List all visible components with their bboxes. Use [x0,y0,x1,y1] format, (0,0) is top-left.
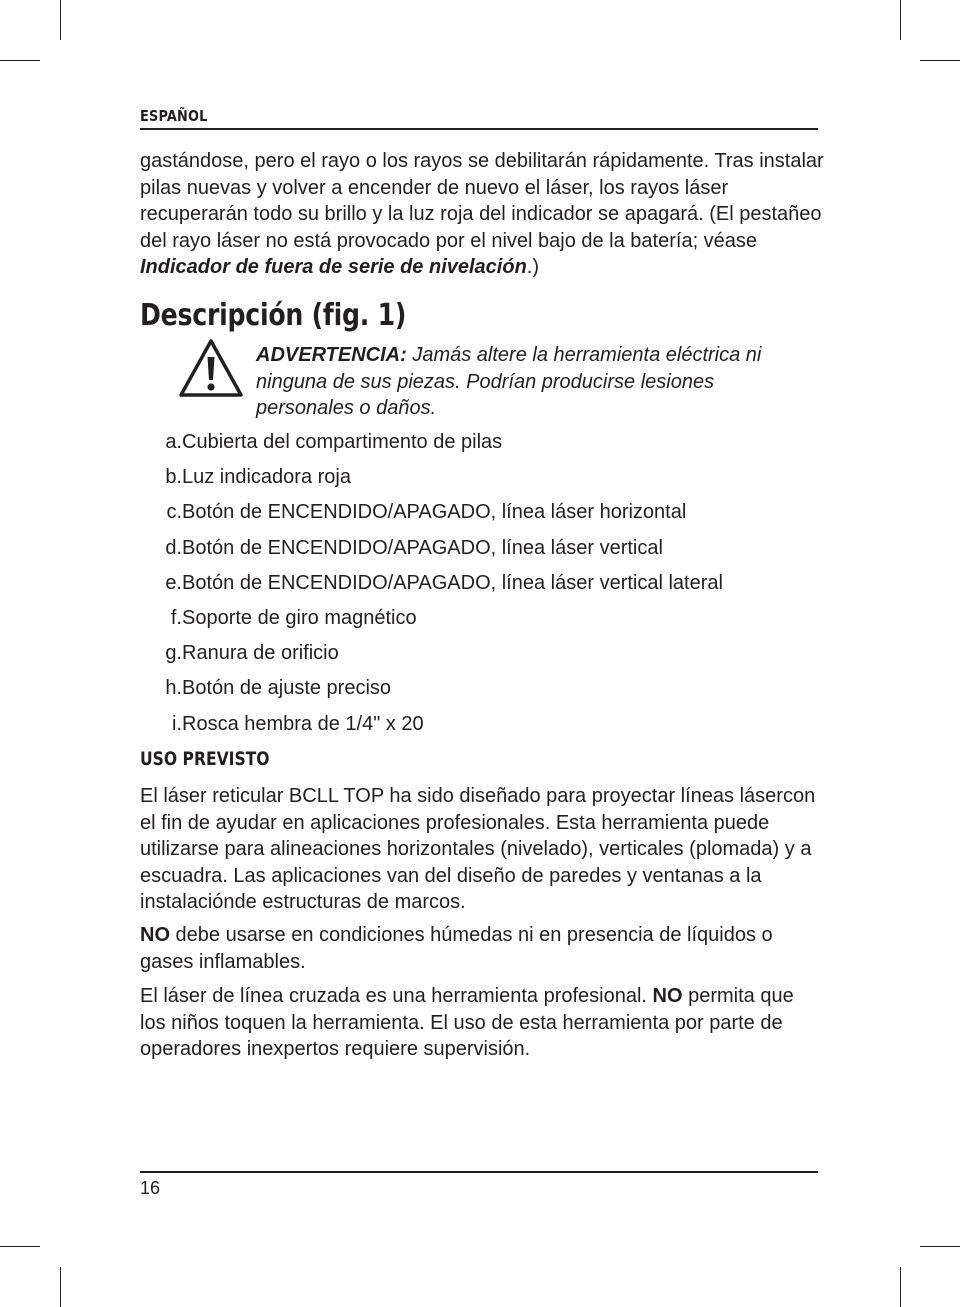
caution-paragraph [140,922,820,975]
crop-mark [60,0,61,40]
list-item [140,639,723,674]
intended-use-heading: USO PREVISTO [140,748,270,770]
list-item-text: Botón de ajuste preciso [182,677,392,700]
list-item-letter: g. [165,642,182,665]
warning-message [256,342,816,422]
crop-mark [900,0,901,40]
list-item [140,569,723,604]
list-item-letter: i. [172,712,182,735]
intro-paragraph [140,148,830,281]
language-header: ESPAÑOL [140,107,208,125]
list-item [140,498,723,533]
intro-text: gastándose, pero el rayo o los rayos se debilitarán rápidamente. Tras instalar pilas nuevas y volver a encender de nuevo el láser, los rayos láser recuperarán todo su brillo y la luz roja del indicador se apagará. (El pestañeo del rayo láser no está provocado por el nivel bajo de la batería; véase [140,150,824,252]
intro-emphasis: Indicador de fuera de serie de nivelación [140,256,527,278]
warning-text: Jamás altere la herramienta eléctrica ni ninguna de sus piezas. Podrían producirse lesiones personales o daños. [256,344,762,419]
crop-mark [920,1246,960,1247]
list-item-text: Botón de ENCENDIDO/APAGADO, línea láser vertical [182,536,663,559]
caution-text: debe usarse en condiciones húmedas ni en presencia de líquidos o gases inflamables. [140,924,773,973]
header-rule [140,128,818,130]
intended-use-paragraph: El láser reticular BCLL TOP ha sido diseñado para proyectar líneas lásercon el fin de ayudar en aplicaciones profesionales. Esta herramienta puede utilizarse para alineaciones horizontales (nivelado), verticales (plomada) y a escuadra. Las aplicaciones van del diseño de paredes y ventanas a la instalaciónde estructuras de marcos. [140,785,816,913]
list-item-text: Botón de ENCENDIDO/APAGADO, línea láser vertical lateral [182,571,723,594]
supervision-bold: NO [652,985,683,1007]
crop-mark [920,60,960,61]
section-title: Descripción (fig. 1) [140,298,407,333]
list-item [140,463,723,498]
supervision-paragraph [140,983,820,1063]
list-item-letter: h. [165,677,182,700]
intro-text-end: .) [526,256,540,278]
list-item [140,710,723,745]
page-number: 16 [140,1178,161,1198]
list-item [140,674,723,709]
crop-mark [0,1246,40,1247]
list-item [140,534,723,569]
parts-list [140,428,723,745]
list-item [140,604,723,639]
list-item-text: Luz indicadora roja [182,466,351,489]
supervision-text: El láser de línea cruzada es una herramienta profesional. [140,985,653,1007]
crop-mark [0,60,40,61]
list-item-letter: f. [170,606,182,629]
supervision-text-end: permita que los niños toquen la herramienta. El uso de esta herramienta por parte de operadores inexpertos requiere supervisión. [140,985,794,1060]
list-item-letter: e. [165,571,182,594]
list-item-text: Soporte de giro magnético [182,606,417,629]
warning-triangle-icon [178,338,244,398]
warning-label: ADVERTENCIA: [256,344,407,366]
list-item-letter: d. [165,536,182,559]
crop-mark [900,1267,901,1307]
list-item-letter: c. [166,501,182,524]
list-item-text: Ranura de orificio [182,642,339,665]
list-item-text: Rosca hembra de 1/4" x 20 [182,712,424,735]
list-item-letter: a. [165,431,182,453]
caution-bold: NO [140,924,170,946]
list-item [140,428,723,463]
crop-mark [60,1267,61,1307]
list-item-text: Cubierta del compartimento de pilas [182,431,503,453]
footer-rule [140,1171,818,1173]
list-item-letter: b. [165,466,182,489]
list-item-text: Botón de ENCENDIDO/APAGADO, línea láser horizontal [182,501,687,524]
